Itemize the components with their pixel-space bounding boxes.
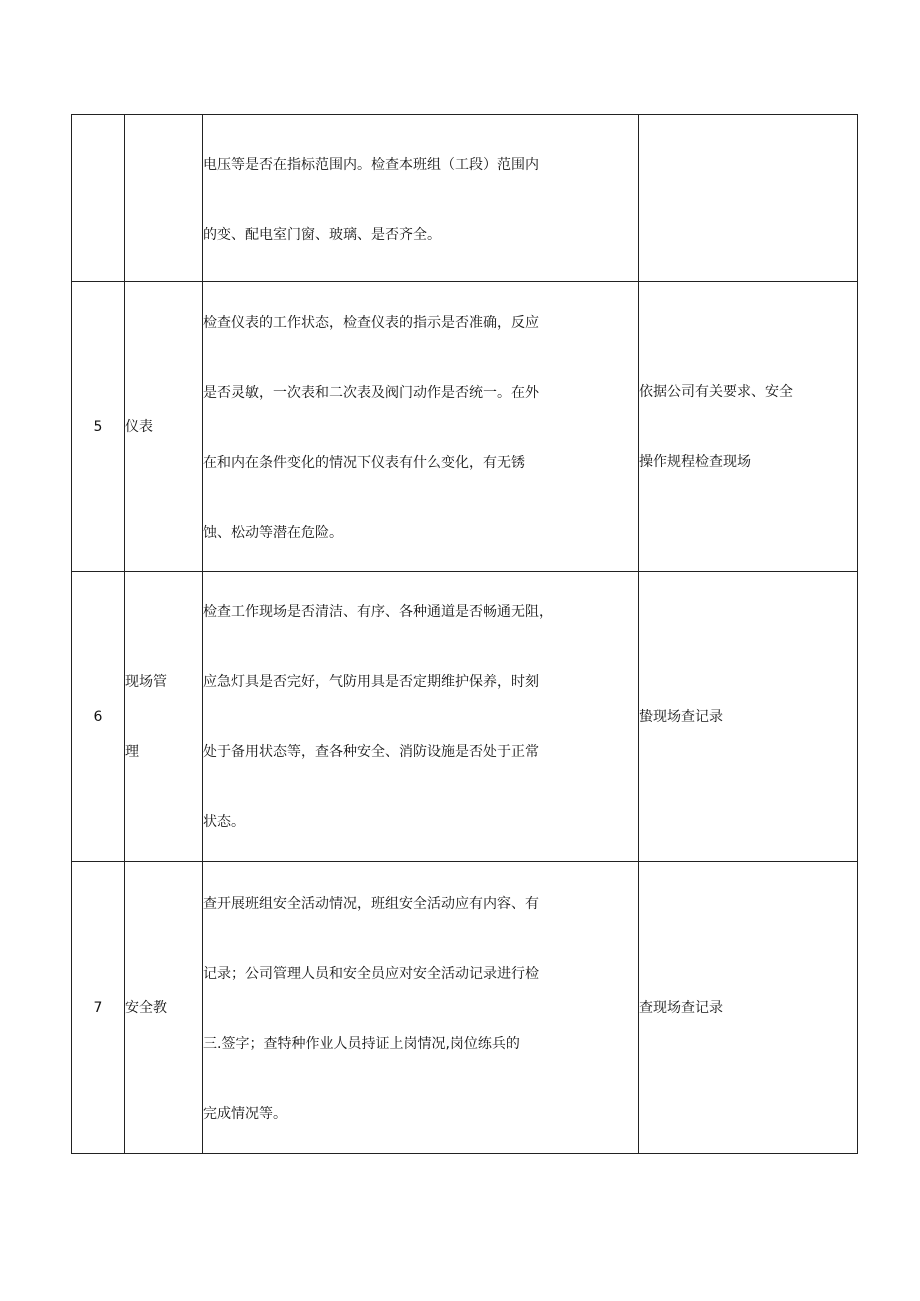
inspection-table: [71, 114, 858, 1154]
basis-line: 查现场查记录: [639, 999, 723, 1016]
content-line: 处于备用状态等，查各种安全、消防设施是否处于正常: [203, 743, 539, 760]
row-number: 5: [72, 282, 125, 572]
inspection-basis: [639, 572, 858, 862]
content-line: 在和内在条件变化的情况下仪表有什么变化，有无锈: [203, 454, 525, 471]
item-line: 仪表: [125, 418, 153, 435]
table-row: [72, 572, 858, 862]
table-row: [72, 862, 858, 1154]
content-line: 是否灵敏，一次表和二次表及阀门动作是否统一。在外: [203, 384, 539, 401]
inspection-content: [203, 282, 639, 572]
inspection-item: [125, 862, 203, 1154]
content-line: 的变、配电室门窗、玻璃、是否齐全。: [203, 227, 441, 243]
inspection-basis: [639, 282, 858, 572]
row-number: [72, 115, 125, 282]
inspection-basis: [639, 862, 858, 1154]
content-line: 记录；公司管理人员和安全员应对安全活动记录进行检: [203, 965, 539, 982]
row-number: 6: [72, 572, 125, 862]
content-line: 完成情况等。: [203, 1105, 287, 1122]
item-line: 现场管: [125, 673, 167, 690]
basis-line: 蛰现场查记录: [639, 708, 723, 725]
basis-line: 依据公司有关要求、安全: [639, 383, 793, 400]
inspection-basis: [639, 115, 858, 282]
basis-line: 操作规程检查现场: [639, 453, 751, 470]
row-number: 7: [72, 862, 125, 1154]
table-row: [72, 115, 858, 282]
content-line: 检查仪表的工作状态，检查仪表的指示是否准确，反应: [203, 314, 539, 331]
inspection-content: [203, 115, 639, 282]
table-row: [72, 282, 858, 572]
content-line: 状态。: [203, 813, 245, 830]
inspection-content: [203, 862, 639, 1154]
inspection-item: [125, 572, 203, 862]
inspection-content: [203, 572, 639, 862]
inspection-item: [125, 115, 203, 282]
content-line: 检查工作现场是否清洁、有序、各种通道是否畅通无阻，: [203, 603, 553, 620]
content-line: 查开展班组安全活动情况，班组安全活动应有内容、有: [203, 895, 539, 912]
item-line: 理: [125, 743, 139, 760]
content-line: 蚀、松动等潜在危险。: [203, 524, 343, 541]
content-line: 电压等是否在指标范围内。检查本班组（工段）范围内: [203, 157, 539, 173]
content-line: 三.签字；查特种作业人员持证上岗情况,岗位练兵的: [203, 1035, 520, 1052]
inspection-item: [125, 282, 203, 572]
content-line: 应急灯具是否完好，气防用具是否定期维护保养，时刻: [203, 673, 539, 690]
item-line: 安全教: [125, 999, 167, 1016]
